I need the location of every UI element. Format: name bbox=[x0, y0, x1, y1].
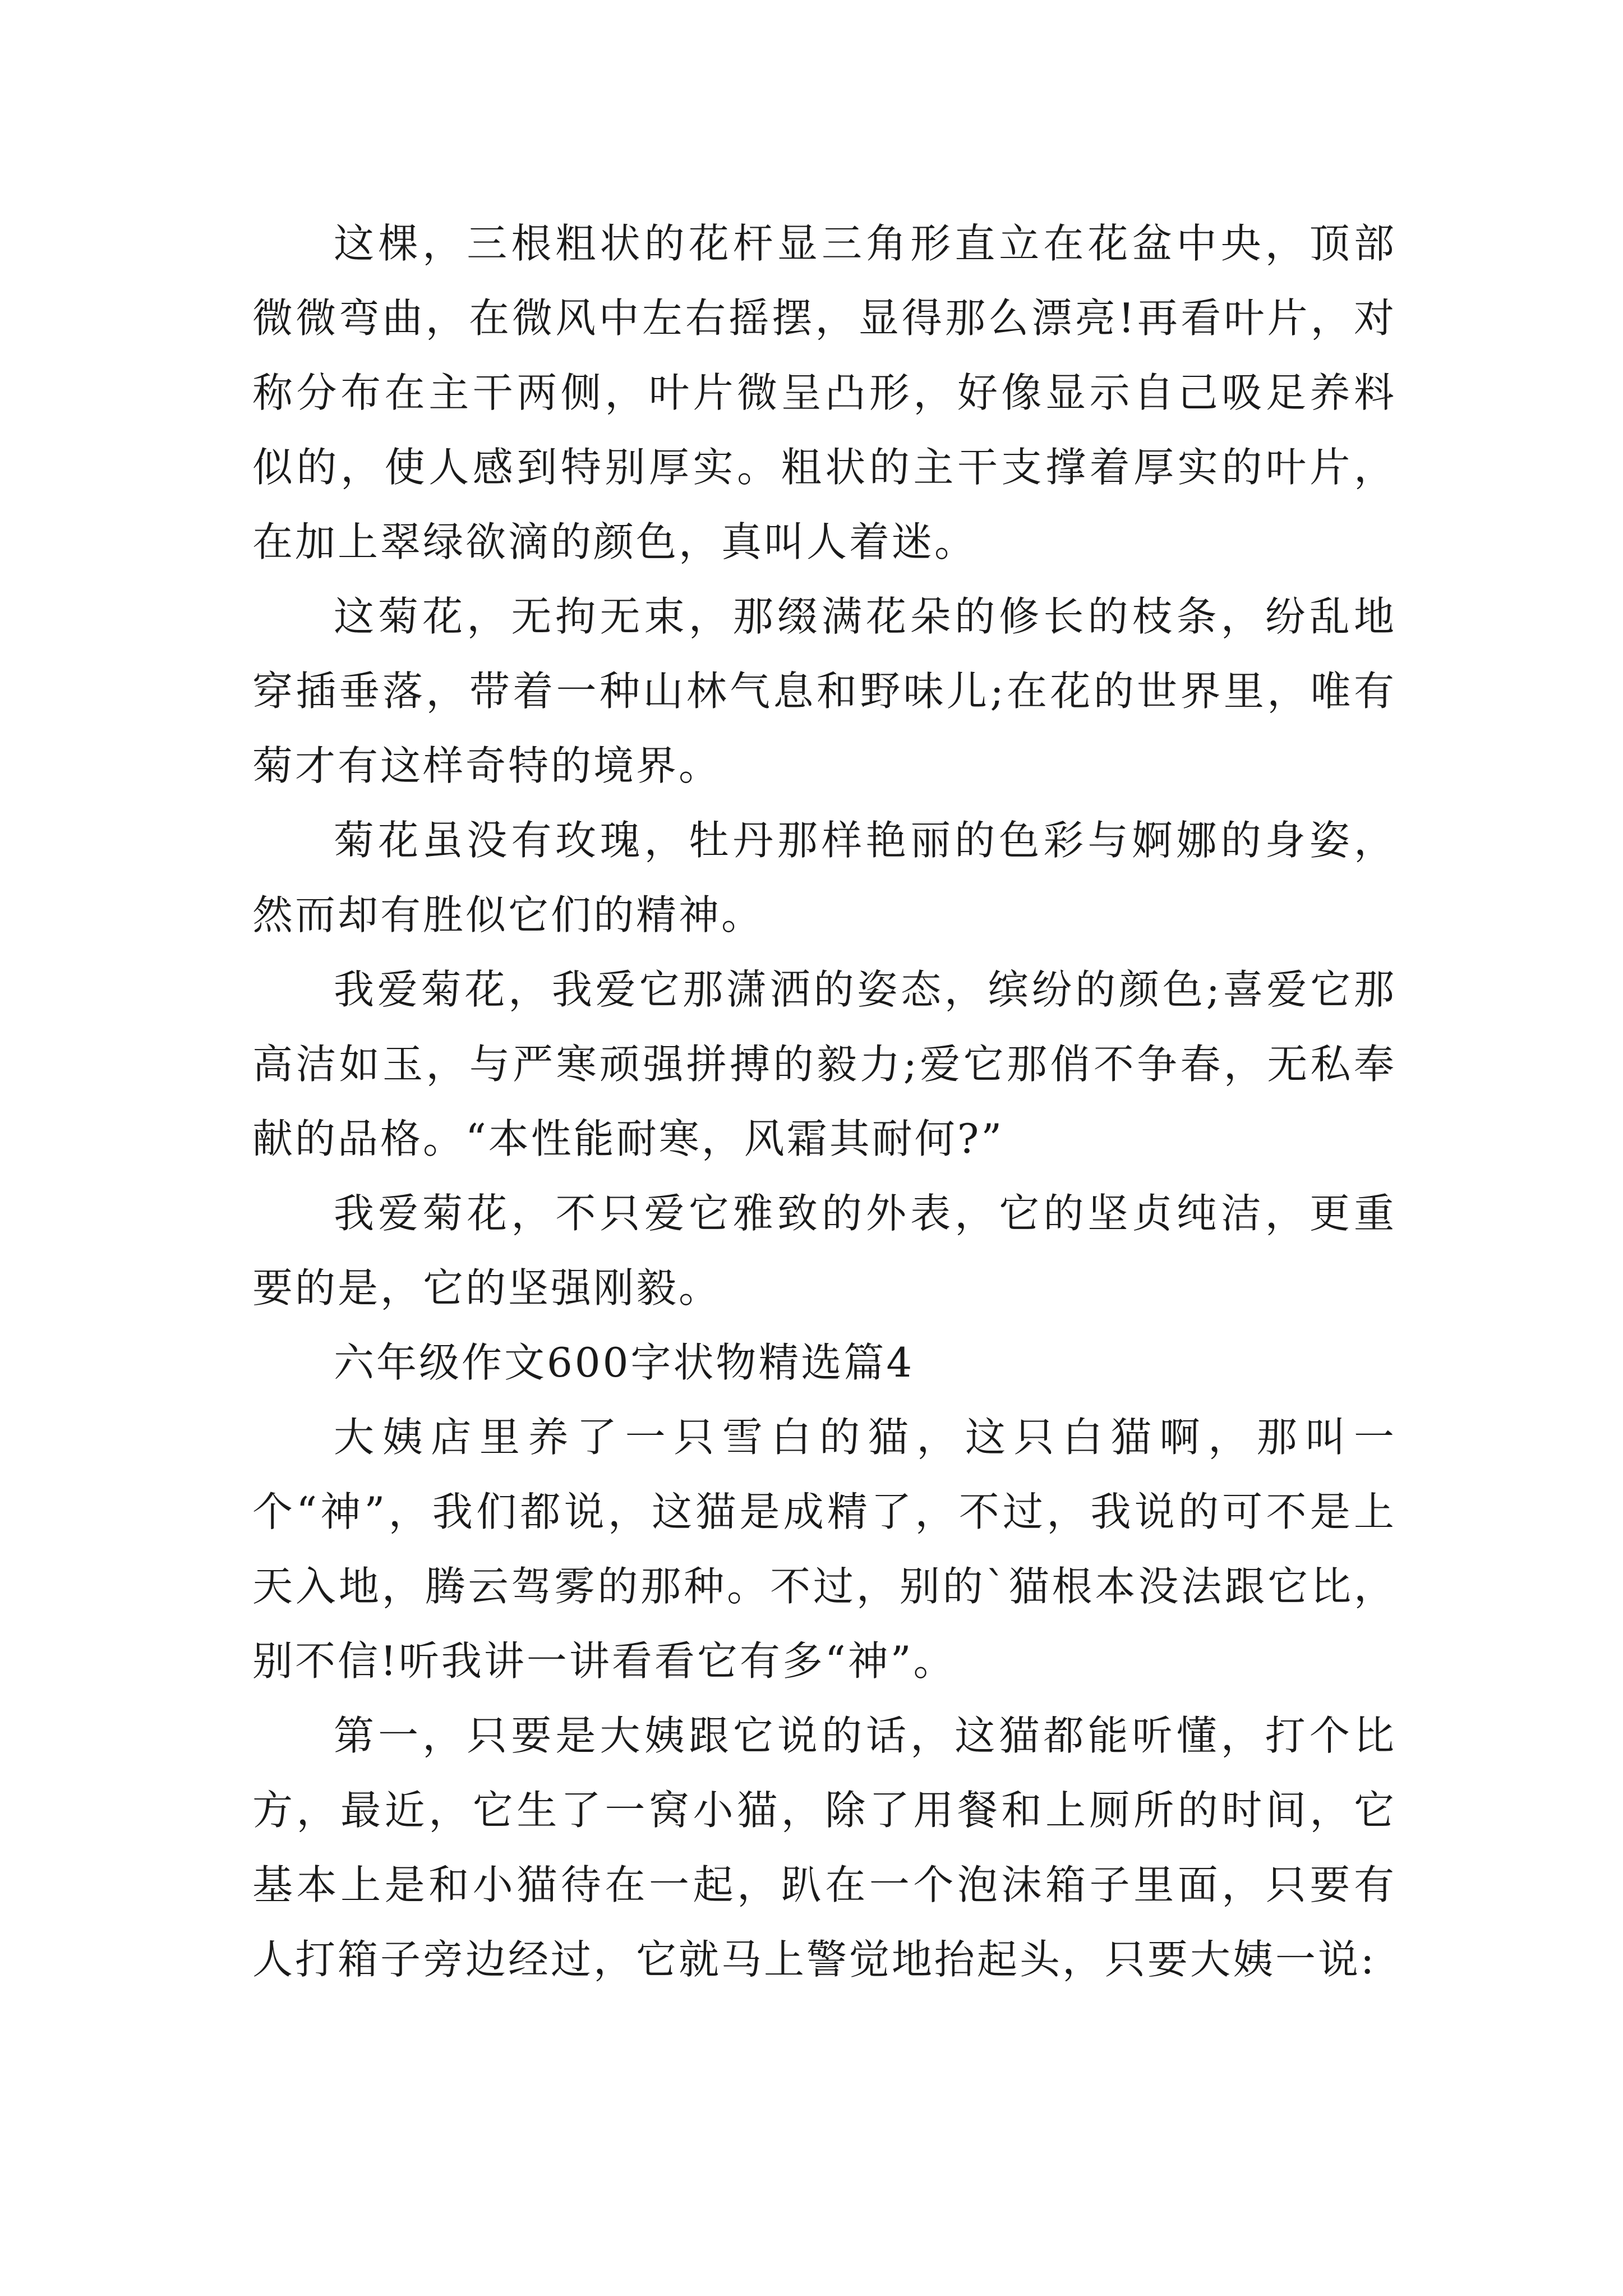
paragraph-chrysanthemum-description: 这棵，三根粗状的花杆显三角形直立在花盆中央，顶部微微弯曲，在微风中左右摇摆，显得那么漂亮!再看叶片，对称分布在主干两侧，叶片微呈凸形，好像显示自己吸足养料似的，使人感到特别厚实。粗状的主干支撑着厚实的叶片，在加上翠绿欲滴的颜色，真叫人着迷。 bbox=[252, 220, 1396, 565]
paragraph-white-cat-intro: 大姨店里养了一只雪白的猫，这只白猫啊，那叫一个“神”，我们都说，这猫是成精了，不过，我说的可不是上天入地，腾云驾雾的那种。不过，别的`猫根本没法跟它比，别不信!听我讲一讲看看它有多“神”。 bbox=[252, 1414, 1396, 1685]
paragraph-chrysanthemum-spirit: 菊花虽没有玫瑰，牡丹那样艳丽的色彩与婀娜的身姿，然而却有胜似它们的精神。 bbox=[252, 817, 1396, 938]
section-heading: 六年级作文600字状物精选篇4 bbox=[334, 1339, 915, 1386]
paragraph-chrysanthemum-branches: 这菊花，无拘无束，那缀满花朵的修长的枝条，纷乱地穿插垂落，带着一种山林气息和野味儿;在花的世界里，唯有菊才有这样奇特的境界。 bbox=[252, 593, 1396, 789]
paragraph-love-chrysanthemum: 我爱菊花，我爱它那潇洒的姿态，缤纷的颜色;喜爱它那高洁如玉，与严寒顽强拼搏的毅力;爱它那俏不争春，无私奉献的品格。“本性能耐寒，风霜其耐何?” bbox=[252, 966, 1396, 1162]
paragraph-white-cat-first: 第一，只要是大姨跟它说的话，这猫都能听懂，打个比方，最近，它生了一窝小猫，除了用餐和上厕所的时间，它基本上是和小猫待在一起，趴在一个泡沫箱子里面，只要有人打箱子旁边经过，它就马上警觉地抬起头，只要大姨一说: bbox=[252, 1712, 1396, 1983]
paragraph-love-chrysanthemum-conclusion: 我爱菊花，不只爱它雅致的外表，它的坚贞纯洁，更重要的是，它的坚强刚毅。 bbox=[252, 1190, 1396, 1312]
document-body bbox=[252, 206, 1396, 1997]
